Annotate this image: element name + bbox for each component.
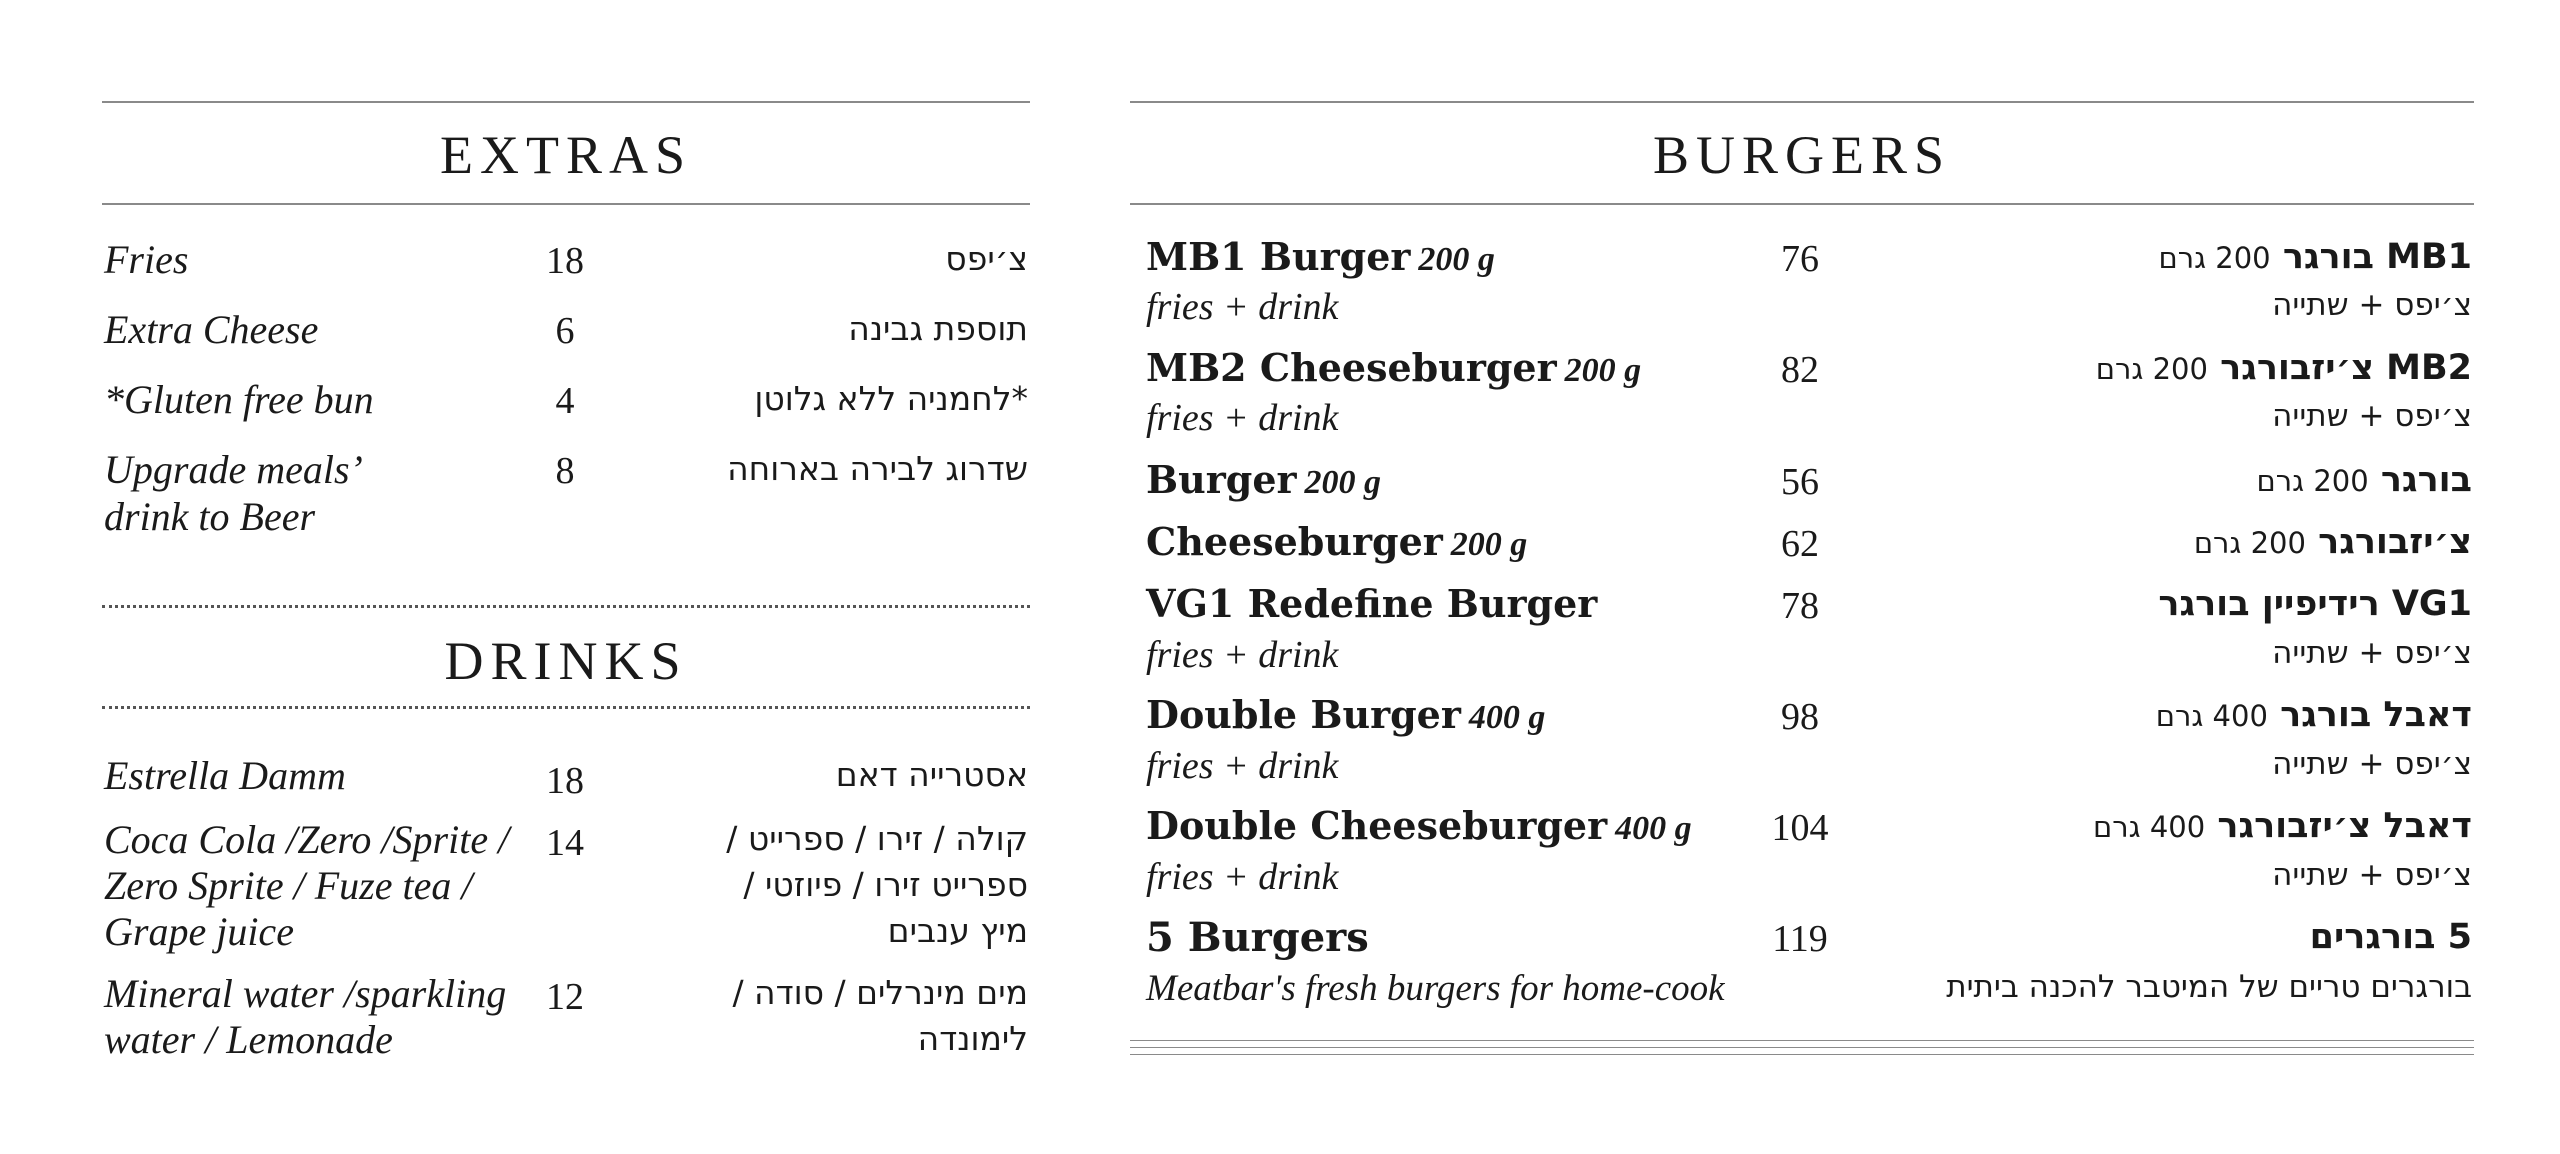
burger-plain-name: Burger 200 g [1146,457,1382,502]
burger-vg1-name: VG1 Redefine Burger [1146,581,1598,626]
drinks-item-soft-en-line3: Grape juice [104,909,294,954]
drinks-title: DRINKS [444,631,688,691]
burger-cheese-weight: 200 g [1450,526,1528,563]
burger-double-price: 98 [1781,696,1819,738]
drinks-item-soft-he-line3: מיץ ענבים [887,911,1028,950]
extras-item-cheese-he: תוספת גבינה [848,309,1028,348]
burger-mb2-price: 82 [1781,349,1819,391]
drinks-bottom-rule [102,706,1030,709]
burger-doublecheese-price: 104 [1771,807,1829,849]
burger-plain-price: 56 [1781,461,1819,503]
extras-top-rule [102,101,1030,103]
burger-doublecheese-he-sub: צ׳יפס + שתייה [2272,857,2472,893]
burger-doublecheese-weight: 400 g [1615,810,1692,847]
burger-doublecheese-he-name: דאבל צ׳יזבורגר 400 גרם [2093,806,2472,846]
burger-mb2-weight: 200 g [1564,352,1642,389]
burger-doublecheese-name: Double Cheeseburger 400 g [1146,803,1692,848]
drinks-item-soft-price: 14 [546,822,584,864]
burger-vg1-price: 78 [1781,585,1819,627]
burger-mb1-price: 76 [1781,238,1819,280]
extras-bottom-rule [102,203,1030,205]
burger-mb1-he-name: MB1 בורגר 200 גרם [2158,237,2472,277]
extras-item-glutenfree-en: *Gluten free bun [104,377,374,422]
extras-item-cheese-en: Extra Cheese [104,307,319,352]
burger-mb2-he-sub: צ׳יפס + שתייה [2272,398,2472,434]
extras-item-fries-price: 18 [546,240,584,282]
burger-fivepack-price: 119 [1772,918,1828,960]
extras-item-upgrade-he: שדרוג לבירה בארוחה [727,449,1028,488]
drinks-item-water-he-line1: מים מינרלים / סודה / [732,973,1028,1012]
drinks-item-soft-he-line2: ספרייט זירו / פיוזטי / [743,865,1028,904]
burger-mb2-sub: fries + drink [1146,397,1339,439]
burger-fivepack-name: 5 Burgers [1146,914,1369,961]
extras-item-upgrade-price: 8 [555,450,575,492]
drinks-item-estrella-he: אסטרייה דאם [835,755,1028,794]
burger-double-he-sub: צ׳יפס + שתייה [2272,746,2472,782]
burgers-footer-rule-3 [1130,1054,2474,1055]
extras-title: EXTRAS [439,125,692,185]
drinks-item-soft-en-line1: Coca Cola /Zero /Sprite / [104,817,510,862]
extras-item-cheese-price: 6 [555,310,575,352]
drinks-item-estrella-en: Estrella Damm [104,753,346,798]
extras-item-glutenfree-he: *לחמניה ללא גלוטן [754,379,1028,418]
burger-double-he-name: דאבל בורגר 400 גרם [2155,695,2472,735]
burger-vg1-he-sub: צ׳יפס + שתייה [2272,635,2472,671]
burgers-top-rule [1130,101,2474,103]
drinks-item-water-he-line2: לימונדה [917,1019,1028,1058]
burger-doublecheese-sub: fries + drink [1146,856,1339,898]
drinks-top-rule [102,605,1030,608]
extras-item-fries-en: Fries [104,237,189,282]
drinks-item-soft-he-line1: קולה / זירו / ספרייט / [726,819,1028,858]
burger-plain-he-name: בורגר 200 גרם [2256,460,2472,500]
drinks-item-water-en-line1: Mineral water /sparkling [104,971,507,1016]
burger-fivepack-sub: Meatbar's fresh burgers for home-cook [1146,968,1725,1009]
drinks-item-soft-en-line2: Zero Sprite / Fuze tea / [104,863,473,908]
extras-item-upgrade-en-line2: drink to Beer [104,494,316,539]
burger-cheese-price: 62 [1781,523,1819,565]
burgers-title: BURGERS [1652,125,1952,185]
burger-plain-weight: 200 g [1304,464,1382,501]
burger-vg1-he-name: VG1 רידיפיין בורגר [2158,584,2472,624]
burger-mb1-sub: fries + drink [1146,286,1339,328]
burger-cheese-he-name: צ׳יזבורגר 200 גרם [2193,522,2472,562]
drinks-item-estrella-price: 18 [546,760,584,802]
burger-vg1-sub: fries + drink [1146,634,1339,676]
drinks-item-water-price: 12 [546,976,584,1018]
burger-mb2-he-name: MB2 צ׳יזבורגר 200 גרם [2095,348,2472,388]
extras-item-glutenfree-price: 4 [555,380,575,422]
burgers-footer-rule-1 [1130,1040,2474,1041]
burger-double-name: Double Burger 400 g [1146,692,1546,737]
extras-item-fries-he: צ׳יפס [945,239,1028,278]
burgers-bottom-rule [1130,203,2474,205]
burger-double-sub: fries + drink [1146,745,1339,787]
burgers-footer-rule-2 [1130,1047,2474,1048]
burger-fivepack-he-name: 5 בורגרים [2309,917,2472,957]
burger-double-weight: 400 g [1468,699,1546,736]
burger-cheese-name: Cheeseburger 200 g [1146,519,1528,564]
burger-mb1-name: MB1 Burger 200 g [1146,234,1495,279]
burger-fivepack-he-sub: בורגרים טריים של המיטבר להכנה ביתית [1946,969,2472,1005]
extras-item-upgrade-en-line1: Upgrade meals’ [104,447,363,492]
drinks-item-water-en-line2: water / Lemonade [104,1017,393,1062]
burger-mb2-name: MB2 Cheeseburger 200 g [1146,345,1642,390]
burger-mb1-he-sub: צ׳יפס + שתייה [2272,287,2472,323]
burger-mb1-weight: 200 g [1418,241,1495,278]
